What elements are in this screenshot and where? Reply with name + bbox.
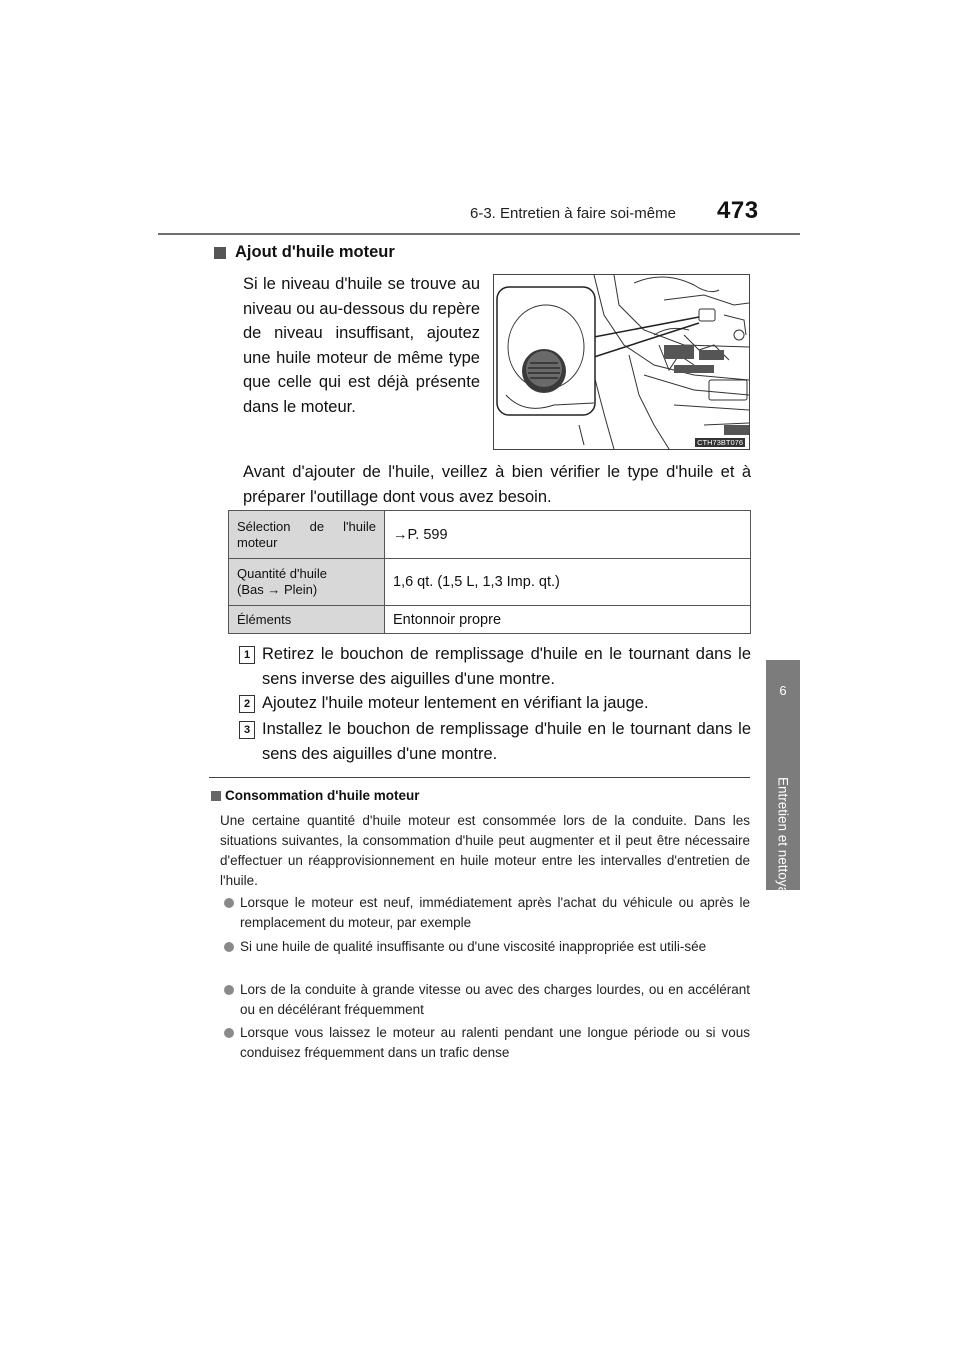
section-title [214,243,395,262]
bullet-dot-icon [224,1028,234,1038]
section-header: 6-3. Entretien à faire soi-même [470,205,676,222]
table-label-cell [229,511,385,559]
table-value-cell: Entonnoir propre [385,606,751,634]
section-divider [209,777,750,778]
table-label-line: (Bas → Plein) [237,582,318,597]
section-title-text: Ajout d'huile moteur [235,243,395,261]
step-item [239,717,751,766]
bullet-dot-icon [224,942,234,952]
table-row [229,559,751,606]
list-item [224,980,750,1020]
list-item-text: Si une huile de qualité insuffisante ou d'une viscosité inappropriée est utili-sée [240,939,707,954]
table-value-cell: 1,6 qt. (1,5 L, 1,3 Imp. qt.) [385,559,751,606]
illustration-code: CTH73BT076 [697,438,743,447]
engine-oil-cap-illustration [493,274,750,450]
before-paragraph: Avant d'ajouter de l'huile, veillez à bien vérifier le type d'huile et à préparer l'outillage dont vous avez besoin. [243,463,751,506]
note-title-text: Consommation d'huile moteur [225,788,420,803]
list-item-text: Lorsque vous laissez le moteur au ralenti pendant une longue période ou si vous conduisez fréquemment dans un trafic dense [240,1025,750,1060]
list-item [224,1023,750,1063]
step-number-badge: 3 [239,721,255,739]
table-label-line: moteur [237,534,278,550]
table-label-cell [229,606,385,634]
square-bullet-icon [211,791,221,801]
oil-info-table [228,510,751,634]
header-rule [158,233,800,235]
step-text: Installez le bouchon de remplissage d'huile en le tournant dans le sens des aiguilles d'une montre. [262,720,751,763]
engine-bay-drawing [494,275,749,449]
table-row [229,511,751,559]
list-item [224,893,750,933]
list-item-text: Lorsque le moteur est neuf, immédiatement après l'achat du véhicule ou après le remplacement du moteur, par exemple [240,895,750,930]
list-item-text: Lors de la conduite à grande vitesse ou avec des charges lourdes, ou en accélérant ou en décélérant fréquemment [240,982,750,1017]
table-label-cell [229,559,385,606]
step-item [239,642,751,691]
table-label-line: Quantité d'huile [237,566,327,581]
page-number: 473 [717,197,759,224]
table-label-line: Éléments [237,611,292,627]
intro-paragraph: Si le niveau d'huile se trouve au niveau ou au-dessous du repère de niveau insuffisant, ajoutez une huile moteur de même type que celle qui est déjà présente dans le moteur. [243,275,480,416]
step-number-badge: 1 [239,646,255,664]
step-text: Retirez le bouchon de remplissage d'huile en le tournant dans le sens inverse des aiguilles d'une montre. [262,645,751,688]
step-text: Ajoutez l'huile moteur lentement en vérifiant la jauge. [262,694,649,712]
table-value-cell: →P. 599 [385,511,751,559]
chapter-number: 6 [779,683,787,698]
chapter-title: Entretien et nettoyage [775,776,791,910]
bullet-dot-icon [224,898,234,908]
table-label-line: Sélection de l'huile [237,518,376,534]
list-item [224,937,750,957]
step-item [239,691,751,716]
note-body: Une certaine quantité d'huile moteur est consommée lors de la conduite. Dans les situations suivantes, la consommation d'huile peut augmenter et il peut être nécessaire d'effectuer un réapprovisionnement en huile moteur entre les intervalles d'entretien de l'huile. [220,813,750,888]
square-bullet-icon [214,247,226,259]
step-number-badge: 2 [239,695,255,713]
note-title [211,788,419,803]
table-row [229,606,751,634]
bullet-dot-icon [224,985,234,995]
